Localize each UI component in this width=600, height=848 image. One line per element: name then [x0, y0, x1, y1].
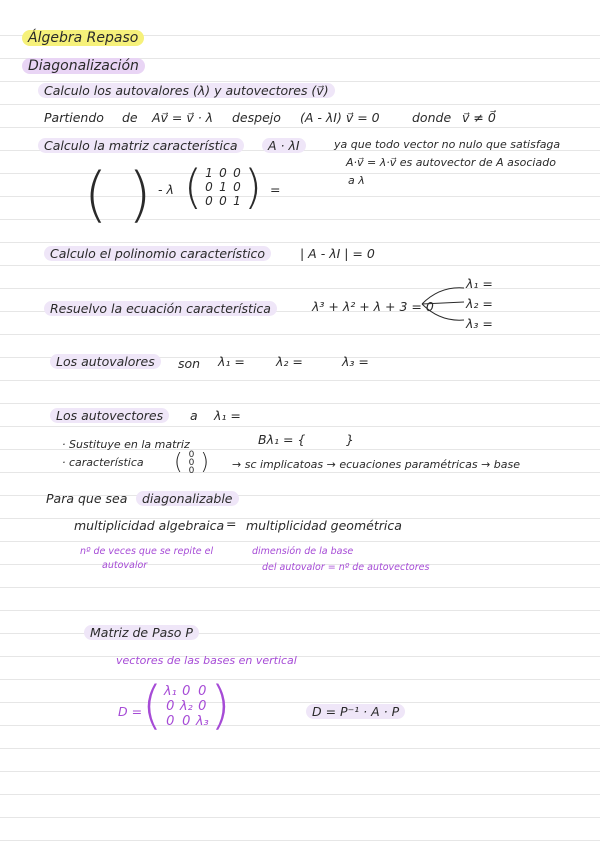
- equation-label: Resuelvo la ecuación característica: [44, 301, 277, 316]
- identity-grid: [202, 166, 244, 208]
- zero-vector-grid: [189, 451, 195, 475]
- eigenbase-close: }: [346, 432, 354, 447]
- procedure-chain: → sc implicatoas → ecuaciones paramétricas → base: [232, 458, 521, 471]
- eigenvalues-son: son: [178, 356, 201, 371]
- eigenvalue-2: λ₂ =: [276, 354, 303, 369]
- minus-lambda: - λ: [158, 182, 174, 197]
- root-1: λ₁ =: [466, 276, 493, 291]
- transition-matrix-label: Matriz de Paso P: [84, 625, 199, 640]
- partiendo-label: Partiendo: [44, 110, 104, 125]
- equation-expr: λ³ + λ² + λ + 3 = 0: [312, 299, 434, 314]
- diagonal-left-paren: (: [142, 676, 163, 736]
- equals-sign: =: [270, 182, 281, 197]
- diagonal-cell: λ₃: [195, 713, 209, 729]
- transition-matrix-note: vectores de las bases en vertical: [116, 654, 297, 667]
- section-heading: Diagonalización: [22, 58, 145, 74]
- diag-condition-label: Para que sea: [46, 491, 128, 506]
- diagonal-cell: 0: [182, 713, 191, 729]
- identity-cell: 0: [205, 180, 213, 194]
- eigen-equation: Av⃗ = v⃗ · λ: [152, 110, 214, 125]
- despejo-label: despejo: [232, 110, 281, 125]
- empty-matrix-left-paren: (: [84, 160, 108, 230]
- char-matrix-label: Calculo la matriz característica: [38, 138, 244, 153]
- eigenvalues-label: Los autovalores: [50, 354, 161, 369]
- note-line-2: A·v⃗ = λ·v⃗ es autovector de A asociado: [346, 156, 556, 169]
- diagonalization-formula: D = P⁻¹ · A · P: [306, 704, 405, 719]
- diagonal-label: D =: [118, 704, 143, 719]
- zero-vector-cell: 0: [188, 457, 195, 468]
- identity-cell: 1: [233, 194, 241, 208]
- partiendo-de: de: [122, 110, 138, 125]
- bullet-2: · característica: [62, 456, 144, 469]
- zero-vector: [174, 450, 209, 475]
- diagonal-cell: 0: [198, 683, 207, 699]
- zero-vector-right-paren: ): [200, 450, 209, 475]
- empty-matrix-right-paren: ): [128, 160, 152, 230]
- identity-cell: 0: [219, 194, 227, 208]
- geometric-multiplicity: multiplicidad geométrica: [246, 518, 402, 533]
- identity-cell: 1: [205, 166, 213, 180]
- identity-cell: 0: [205, 194, 213, 208]
- bullet-1-text: Sustituye en la matriz: [69, 438, 190, 451]
- identity-cell: 0: [219, 166, 227, 180]
- calc-line: Calculo los autovalores (λ) y autovectores (v⃗): [38, 83, 335, 98]
- algebraic-note-1: nº de veces que se repite el: [80, 546, 214, 557]
- polynomial-expr: | A - λI | = 0: [300, 246, 375, 261]
- zero-vector-cell: 0: [188, 465, 195, 476]
- geometric-note-2: del autovalor = nº de autovectores: [262, 562, 430, 573]
- diag-condition-highlight: diagonalizable: [136, 491, 239, 506]
- nonzero-condition: v⃗ ≠ 0⃗: [462, 110, 496, 125]
- note-line-1: ya que todo vector no nulo que satisfaga: [334, 138, 561, 151]
- eigenvalue-3: λ₃ =: [342, 354, 369, 369]
- algebraic-multiplicity: multiplicidad algebraica: [74, 518, 225, 533]
- diagonal-grid: [162, 684, 210, 729]
- eigenbase-open: Bλ₁ = {: [258, 432, 306, 447]
- diagonal-cell: λ₁: [163, 683, 177, 699]
- diagonal-cell: 0: [166, 698, 175, 714]
- diagonal-right-paren: ): [210, 676, 231, 736]
- bullet-1: · Sustituye en la matriz: [62, 438, 190, 451]
- eigenvalue-1: λ₁ =: [218, 354, 245, 369]
- homogeneous-equation: (A - λI) v⃗ = 0: [300, 110, 380, 125]
- bullet-2-text: característica: [69, 456, 144, 469]
- diagonal-cell: 0: [198, 698, 207, 714]
- char-matrix-expr: A · λI: [262, 138, 306, 153]
- diagonal-cell: λ₂: [179, 698, 193, 714]
- identity-left-paren: (: [184, 160, 202, 214]
- root-3: λ₃ =: [466, 316, 493, 331]
- diagonal-cell: 0: [182, 683, 191, 699]
- note-line-3: a λ: [348, 174, 365, 187]
- identity-cell: 1: [219, 180, 227, 194]
- eigenvectors-label: Los autovectores: [50, 408, 169, 423]
- root-2: λ₂ =: [466, 296, 493, 311]
- multiplicity-equals: =: [226, 516, 237, 531]
- eigenvectors-lambda: λ₁ =: [214, 408, 241, 423]
- identity-cell: 0: [233, 166, 241, 180]
- donde-label: donde: [412, 110, 452, 125]
- geometric-note-1: dimensión de la base: [252, 546, 354, 557]
- identity-cell: 0: [233, 180, 241, 194]
- roots-arrows: [420, 280, 470, 326]
- algebraic-note-2: autovalor: [102, 560, 148, 571]
- eigenvectors-a: a: [190, 408, 198, 423]
- page-title: Álgebra Repaso: [22, 30, 144, 46]
- identity-matrix: [184, 160, 262, 214]
- zero-vector-left-paren: (: [174, 450, 183, 475]
- polynomial-label: Calculo el polinomio característico: [44, 246, 271, 261]
- diagonal-matrix: [142, 676, 231, 736]
- diagonal-cell: 0: [166, 713, 175, 729]
- identity-right-paren: ): [243, 160, 262, 214]
- zero-vector-cell: 0: [188, 449, 195, 460]
